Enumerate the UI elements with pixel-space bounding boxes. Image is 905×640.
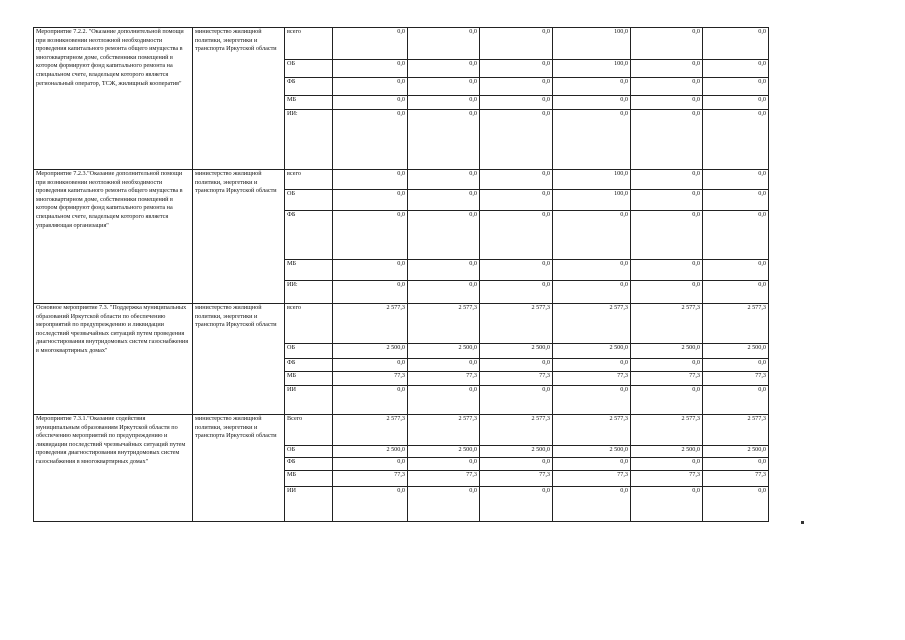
value-cell: 0,0 xyxy=(553,211,631,260)
value-cell: 2 500,0 xyxy=(631,344,703,359)
value-cell: 0,0 xyxy=(333,190,408,211)
budget-table xyxy=(33,27,769,522)
value-cell: 77,3 xyxy=(703,471,769,487)
funding-source-cell: МБ xyxy=(285,372,333,386)
value-cell: 77,3 xyxy=(631,372,703,386)
value-cell: 0,0 xyxy=(480,211,553,260)
value-cell: 0,0 xyxy=(333,170,408,190)
value-cell: 0,0 xyxy=(333,110,408,170)
value-cell: 0,0 xyxy=(333,28,408,60)
executor-cell: министерство жилищной политики, энергетики и транспорта Иркутской области xyxy=(193,304,285,415)
value-cell: 2 500,0 xyxy=(333,446,408,458)
scan-dot xyxy=(801,521,804,524)
funding-source-cell: ИИ: xyxy=(285,110,333,170)
funding-source-cell: всего xyxy=(285,28,333,60)
value-cell: 0,0 xyxy=(631,190,703,211)
value-cell: 0,0 xyxy=(553,281,631,304)
value-cell: 0,0 xyxy=(703,170,769,190)
value-cell: 77,3 xyxy=(333,471,408,487)
value-cell: 0,0 xyxy=(333,487,408,522)
value-cell: 0,0 xyxy=(480,386,553,415)
value-cell: 77,3 xyxy=(553,471,631,487)
value-cell: 77,3 xyxy=(480,471,553,487)
value-cell: 0,0 xyxy=(333,260,408,281)
value-cell: 0,0 xyxy=(480,281,553,304)
value-cell: 0,0 xyxy=(408,487,480,522)
value-cell: 0,0 xyxy=(553,359,631,372)
value-cell: 0,0 xyxy=(408,190,480,211)
value-cell: 77,3 xyxy=(408,372,480,386)
value-cell: 2 577,3 xyxy=(480,304,553,344)
value-cell: 0,0 xyxy=(333,386,408,415)
value-cell: 0,0 xyxy=(480,190,553,211)
table-row xyxy=(34,170,769,190)
funding-source-cell: всего xyxy=(285,304,333,344)
value-cell: 0,0 xyxy=(408,211,480,260)
value-cell: 2 577,3 xyxy=(703,415,769,446)
funding-source-cell: МБ xyxy=(285,260,333,281)
value-cell: 2 500,0 xyxy=(703,344,769,359)
value-cell: 0,0 xyxy=(631,96,703,110)
value-cell: 0,0 xyxy=(480,96,553,110)
value-cell: 100,0 xyxy=(553,170,631,190)
measure-title-cell: Основное мероприятие 7.3. "Поддержка муниципальных образований Иркутской области по обеспечению мероприятий по предупреждению и ликвидации последствий чрезвычайных ситуаций путем проведения диагностирования внутридомовых систем газоснабжения в многоквартирных домах" xyxy=(34,304,193,415)
funding-source-cell: ИИ: xyxy=(285,281,333,304)
value-cell: 77,3 xyxy=(553,372,631,386)
value-cell: 2 500,0 xyxy=(703,446,769,458)
table-row xyxy=(34,28,769,60)
value-cell: 0,0 xyxy=(631,170,703,190)
value-cell: 0,0 xyxy=(480,487,553,522)
value-cell: 0,0 xyxy=(480,260,553,281)
value-cell: 0,0 xyxy=(553,487,631,522)
funding-source-cell: всего xyxy=(285,170,333,190)
value-cell: 0,0 xyxy=(631,386,703,415)
value-cell: 2 500,0 xyxy=(333,344,408,359)
value-cell: 0,0 xyxy=(631,110,703,170)
value-cell: 2 577,3 xyxy=(553,304,631,344)
funding-source-cell: ФБ xyxy=(285,78,333,96)
value-cell: 0,0 xyxy=(480,78,553,96)
value-cell: 2 500,0 xyxy=(480,344,553,359)
value-cell: 0,0 xyxy=(408,458,480,471)
value-cell: 2 577,3 xyxy=(631,415,703,446)
value-cell: 0,0 xyxy=(703,96,769,110)
value-cell: 2 500,0 xyxy=(553,344,631,359)
value-cell: 2 577,3 xyxy=(553,415,631,446)
value-cell: 0,0 xyxy=(480,110,553,170)
value-cell: 0,0 xyxy=(703,190,769,211)
value-cell: 0,0 xyxy=(703,110,769,170)
funding-source-cell: ОБ xyxy=(285,446,333,458)
value-cell: 0,0 xyxy=(631,211,703,260)
value-cell: 0,0 xyxy=(631,359,703,372)
funding-source-cell: МБ xyxy=(285,471,333,487)
value-cell: 0,0 xyxy=(553,386,631,415)
value-cell: 0,0 xyxy=(408,359,480,372)
funding-source-cell: Всего xyxy=(285,415,333,446)
value-cell: 0,0 xyxy=(553,458,631,471)
value-cell: 2 577,3 xyxy=(631,304,703,344)
measure-title-cell: Мероприятие 7.2.2. "Оказание дополнительной помощи при возникновении неотложной необходимости проведения капитального ремонта общего имущества в многоквартирном доме, собственники помещений в котором формируют фонд капитального ремонта на специальном счете, владельцем которого является региональный оператор, ТСЖ, жилищный кооператив" xyxy=(34,28,193,170)
value-cell: 2 577,3 xyxy=(408,304,480,344)
value-cell: 77,3 xyxy=(631,471,703,487)
value-cell: 2 577,3 xyxy=(480,415,553,446)
value-cell: 2 577,3 xyxy=(333,304,408,344)
value-cell: 0,0 xyxy=(703,78,769,96)
value-cell: 0,0 xyxy=(408,260,480,281)
value-cell: 0,0 xyxy=(333,281,408,304)
value-cell: 0,0 xyxy=(408,60,480,78)
value-cell: 2 577,3 xyxy=(333,415,408,446)
value-cell: 0,0 xyxy=(333,458,408,471)
value-cell: 100,0 xyxy=(553,190,631,211)
value-cell: 77,3 xyxy=(703,372,769,386)
funding-source-cell: ОБ xyxy=(285,60,333,78)
value-cell: 2 500,0 xyxy=(408,446,480,458)
value-cell: 0,0 xyxy=(631,458,703,471)
value-cell: 0,0 xyxy=(480,359,553,372)
value-cell: 0,0 xyxy=(553,260,631,281)
value-cell: 0,0 xyxy=(703,211,769,260)
value-cell: 0,0 xyxy=(408,96,480,110)
value-cell: 0,0 xyxy=(631,60,703,78)
executor-cell: министерство жилищной политики, энергетики и транспорта Иркутской области xyxy=(193,415,285,522)
value-cell: 2 577,3 xyxy=(703,304,769,344)
value-cell: 0,0 xyxy=(333,96,408,110)
value-cell: 0,0 xyxy=(703,28,769,60)
value-cell: 0,0 xyxy=(408,281,480,304)
value-cell: 0,0 xyxy=(631,260,703,281)
table-row xyxy=(34,415,769,446)
value-cell: 2 577,3 xyxy=(408,415,480,446)
value-cell: 0,0 xyxy=(553,110,631,170)
value-cell: 0,0 xyxy=(408,78,480,96)
value-cell: 0,0 xyxy=(408,28,480,60)
value-cell: 0,0 xyxy=(480,170,553,190)
value-cell: 0,0 xyxy=(703,458,769,471)
value-cell: 0,0 xyxy=(553,78,631,96)
measure-title-cell: Мероприятие 7.2.3."Оказание дополнительной помощи при возникновении неотложной необходимости проведения капитального ремонта общего имущества в многоквартирном доме, собственники помещений в котором формируют фонд капитального ремонта на специальном счете, владельцем которого является управляющая организация" xyxy=(34,170,193,304)
value-cell: 77,3 xyxy=(408,471,480,487)
value-cell: 0,0 xyxy=(631,281,703,304)
value-cell: 0,0 xyxy=(703,386,769,415)
value-cell: 0,0 xyxy=(480,60,553,78)
value-cell: 0,0 xyxy=(333,78,408,96)
value-cell: 2 500,0 xyxy=(631,446,703,458)
value-cell: 77,3 xyxy=(333,372,408,386)
funding-source-cell: ОБ xyxy=(285,190,333,211)
value-cell: 100,0 xyxy=(553,28,631,60)
funding-source-cell: ФБ xyxy=(285,359,333,372)
funding-source-cell: ИИ xyxy=(285,487,333,522)
funding-source-cell: ОБ xyxy=(285,344,333,359)
value-cell: 0,0 xyxy=(703,487,769,522)
value-cell: 0,0 xyxy=(408,110,480,170)
value-cell: 0,0 xyxy=(408,386,480,415)
value-cell: 2 500,0 xyxy=(480,446,553,458)
value-cell: 0,0 xyxy=(333,60,408,78)
executor-cell: министерство жилищной политики, энергетики и транспорта Иркутской области xyxy=(193,170,285,304)
table-row xyxy=(34,304,769,344)
value-cell: 0,0 xyxy=(631,487,703,522)
funding-source-cell: ИИ xyxy=(285,386,333,415)
value-cell: 0,0 xyxy=(631,28,703,60)
value-cell: 0,0 xyxy=(408,170,480,190)
value-cell: 100,0 xyxy=(553,60,631,78)
value-cell: 0,0 xyxy=(333,211,408,260)
value-cell: 77,3 xyxy=(480,372,553,386)
value-cell: 0,0 xyxy=(703,281,769,304)
executor-cell: министерство жилищной политики, энергетики и транспорта Иркутской области xyxy=(193,28,285,170)
funding-source-cell: ФБ xyxy=(285,211,333,260)
value-cell: 2 500,0 xyxy=(553,446,631,458)
value-cell: 0,0 xyxy=(333,359,408,372)
value-cell: 0,0 xyxy=(480,28,553,60)
value-cell: 2 500,0 xyxy=(408,344,480,359)
value-cell: 0,0 xyxy=(703,260,769,281)
value-cell: 0,0 xyxy=(703,359,769,372)
value-cell: 0,0 xyxy=(703,60,769,78)
measure-title-cell: Мероприятие 7.3.1."Оказание содействия муниципальным образованиям Иркутской области по обеспечению мероприятий по предупреждению и ликвидации последствий чрезвычайных ситуаций путем проведения диагностирования внутридомовых систем газоснабжения в многоквартирных домах" xyxy=(34,415,193,522)
funding-source-cell: ФБ xyxy=(285,458,333,471)
value-cell: 0,0 xyxy=(480,458,553,471)
value-cell: 0,0 xyxy=(631,78,703,96)
funding-source-cell: МБ xyxy=(285,96,333,110)
value-cell: 0,0 xyxy=(553,96,631,110)
